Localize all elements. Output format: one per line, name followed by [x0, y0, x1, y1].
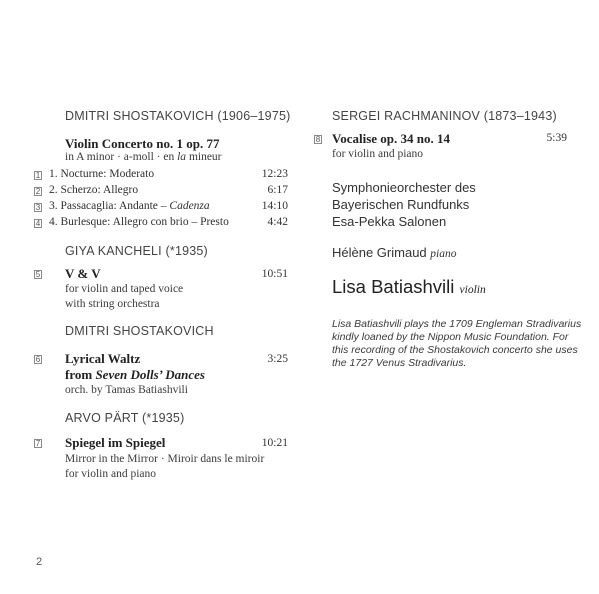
violinist: [332, 276, 486, 298]
violinist-name: Lisa Batiashvili: [332, 276, 455, 297]
duration-2: 6:17: [267, 184, 288, 196]
movement-3: [49, 200, 210, 212]
orchestra-line-1: Symphonieorchester des: [332, 180, 476, 195]
work-title-vocalise: Vocalise op. 34 no. 14: [332, 131, 450, 146]
composer-shostakovich: DMITRI SHOSTAKOVICH (1906–1975): [65, 109, 291, 123]
composer-shostakovich-2: DMITRI SHOSTAKOVICH: [65, 324, 214, 338]
work-sub-line-2: with string orchestra: [65, 298, 160, 310]
conductor: Esa-Pekka Salonen: [332, 214, 447, 229]
track-number-7: 7: [35, 439, 41, 448]
work-title-lyrical-waltz: Lyrical Waltz: [65, 351, 141, 366]
work-sub-line-1: for violin and taped voice: [65, 283, 184, 295]
duration-1: 12:23: [261, 168, 288, 180]
work-title-violin-concerto: Violin Concerto no. 1 op. 77: [65, 136, 220, 151]
duration-6: 3:25: [267, 353, 288, 365]
movement-1: 1. Nocturne: Moderato: [49, 168, 155, 180]
key-text-post: mineur: [186, 151, 222, 163]
instrument-note: Lisa Batiashvili plays the 1709 Engleman Stradivarius kindly loaned by the Nippon Music Foundation. For this recording of the Shostakovich concerto she uses the 1727 Venus Stradivarius.: [332, 318, 582, 369]
orchestra-line-2: Bayerischen Rundfunks: [332, 197, 470, 212]
pianist-role: piano: [430, 248, 457, 260]
composer-rachmaninov: SERGEI RACHMANINOV (1873–1943): [332, 109, 557, 123]
work-sub-instruments: for violin and piano: [65, 468, 157, 480]
work-title-spiegel: Spiegel im Spiegel: [65, 435, 166, 450]
key-text-italic: la: [177, 151, 187, 163]
track-number-2: 2: [35, 187, 41, 196]
pianist-name: Hélène Grimaud: [332, 245, 427, 260]
from-text: from: [65, 367, 96, 382]
duration-4: 4:42: [267, 216, 288, 228]
track-number-5: 5: [35, 270, 41, 279]
dolls-dances-title: Seven Dolls’ Dances: [95, 367, 205, 382]
composer-part: ARVO PÄRT (*1935): [65, 411, 185, 425]
track-number-8: 8: [315, 135, 321, 144]
composer-kancheli: GIYA KANCHELI (*1935): [65, 244, 208, 258]
movement-3-cadenza: Cadenza: [169, 200, 210, 212]
work-sub-vocalise: for violin and piano: [332, 148, 424, 160]
movement-2: 2. Scherzo: Allegro: [49, 184, 139, 196]
duration-3: 14:10: [261, 200, 288, 212]
duration-8: 5:39: [546, 132, 567, 144]
duration-7: 10:21: [261, 437, 288, 449]
track-number-1: 1: [35, 171, 41, 180]
movement-3-title: 3. Passacaglia: Andante –: [49, 200, 170, 212]
page-number: 2: [36, 556, 43, 568]
duration-5: 10:51: [261, 268, 288, 280]
work-key: [65, 150, 222, 165]
movement-4: 4. Burlesque: Allegro con brio – Presto: [49, 216, 229, 228]
work-sub-mirror: Mirror in the Mirror · Miroir dans le miroir: [65, 453, 265, 465]
pianist: [332, 245, 456, 260]
violinist-role: violin: [459, 284, 486, 296]
work-title-v-and-v: V & V: [65, 266, 101, 281]
track-number-4: 4: [35, 219, 41, 228]
key-text-pre: in A minor · a-moll · en: [65, 151, 178, 163]
track-number-3: 3: [35, 203, 41, 212]
work-title-from-dolls-dances: [65, 367, 205, 383]
work-arranger: orch. by Tamas Batiashvili: [65, 384, 188, 396]
track-number-6: 6: [35, 355, 41, 364]
